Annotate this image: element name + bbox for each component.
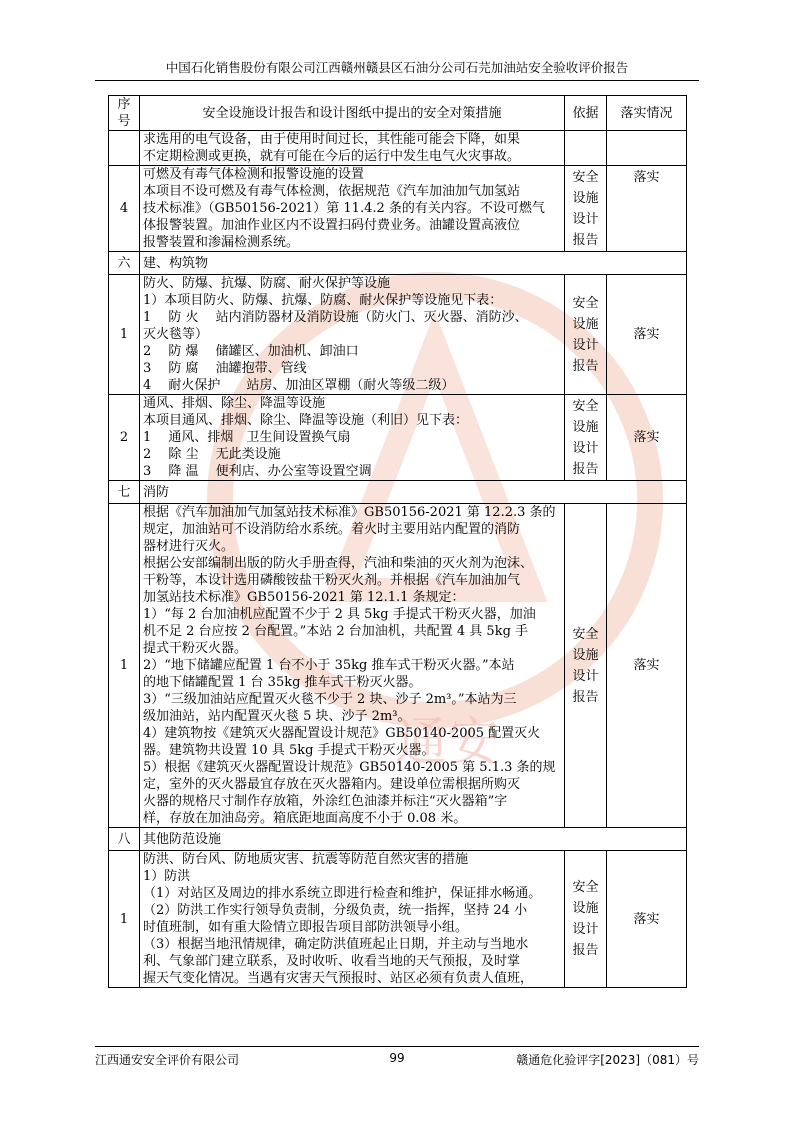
- row-basis: 安全设施设计报告: [572, 398, 599, 477]
- row-status: 落实: [607, 851, 687, 988]
- row-basis: 安全设施设计报告: [572, 295, 599, 374]
- page-header: 中国石化销售股份有限公司江西赣州赣县区石油分公司石芫加油站安全验收评价报告: [95, 58, 699, 81]
- row-number: 1: [109, 504, 140, 828]
- row-number: 1: [109, 851, 140, 988]
- section-title: 其他防范设施: [140, 828, 687, 851]
- section-title: 消防: [140, 481, 687, 504]
- col-header-basis: 依据: [565, 96, 607, 131]
- section-row: [109, 481, 687, 504]
- row-number: 1: [109, 275, 140, 395]
- table-row: [109, 131, 687, 166]
- section-title: 建、构筑物: [140, 252, 687, 275]
- row-description: 防洪、防台风、防地质灾害、抗震等防范自然灾害的措施 1）防洪 （1）对站区及周边的排水系统立即进行检查和维护，保证排水畅通。 （2）防洪工作实行领导负责制，分级负责，统一指挥，坚持 24 小 时值班制，如有重大险情立即报告项目部防洪领导小组。 （3）根据当地汛情规律，确定防洪值班起止日期，并主动与当地水 利、气象部门建立联系，及时收听、收看当地的天气预报，及时掌 握天气变化情况。当遇有灾害天气预报时、站区必须有负责人值班，: [140, 851, 565, 988]
- table-header-row: [109, 96, 687, 131]
- section-row: [109, 828, 687, 851]
- footer-company: 江西通安安全评价有限公司: [95, 1053, 240, 1067]
- row-basis: 安全设施设计报告: [572, 169, 599, 248]
- col-header-status: 落实情况: [607, 96, 687, 131]
- watermark-text: 通安: [395, 713, 500, 773]
- section-row: [109, 252, 687, 275]
- page-footer: [95, 1046, 699, 1067]
- row-description: 通风、排烟、除尘、降温等设施 本项目通风、排烟、除尘、降温等设施（利旧）见下表： 1 通风、排烟 卫生间设置换气扇 2 除 尘 无此类设施 3 降 温 便利店、办公室等设置空调: [140, 395, 565, 481]
- row-number: 4: [109, 166, 140, 252]
- row-basis: 安全设施设计报告: [572, 626, 599, 705]
- row-status: 落实: [607, 275, 687, 395]
- row-description: 防火、防爆、抗爆、防腐、耐火保护等设施 1）本项目防火、防爆、抗爆、防腐、耐火保护等设施见下表： 1 防 火 站内消防器材及消防设施（防火门、灭火器、消防沙、 灭火毯等） 2 防 爆 储罐区、加油机、卸油口 3 防 腐 油罐抱带、管线 4 耐火保护 站房、加油区罩棚（耐火等级二级）: [140, 275, 565, 395]
- footer-page-number: 99: [389, 1051, 405, 1065]
- row-status: 落实: [607, 166, 687, 252]
- table-row: [109, 166, 687, 252]
- row-number: 2: [109, 395, 140, 481]
- row-status: 落实: [607, 395, 687, 481]
- section-number: 六: [109, 252, 140, 275]
- col-header-no: 序号: [109, 96, 140, 131]
- col-header-measures: 安全设施设计报告和设计图纸中提出的安全对策措施: [140, 96, 565, 131]
- measures-table: [108, 95, 687, 988]
- section-number: 八: [109, 828, 140, 851]
- table-row: [109, 395, 687, 481]
- row-description: 可燃及有毒气体检测和报警设施的设置 本项目不设可燃及有毒气体检测，依据规范《汽车加油加气加氢站 技术标准》（GB50156-2021）第 11.4.2 条的有关内容。不设可燃气 体报警装置。加油作业区内不设置扫码付费业务。油罐设置高液位 报警装置和渗漏检测系统。: [140, 166, 565, 252]
- row-description: 根据《汽车加油加气加氢站技术标准》GB50156-2021 第 12.2.3 条的 规定，加油站可不设消防给水系统。着火时主要用站内配置的消防 器材进行灭火。 根据公安部编制出版的防火手册查得，汽油和柴油的灭火剂为泡沫、 干粉等，本设计选用磷酸铵盐干粉灭火剂。并根据《汽车加油加气 加氢站技术标准》GB50156-2021 第 12.1.1 条规定： 1）“每 2 台加油机应配置不少于 2 具 5kg 手提式干粉灭火器，加油 机不足 2 台应按 2 台配置。”本站 2 台加油机，共配置 4 具 5kg 手 提式干粉灭火器。 2）“地下储罐应配置 1 台不小于 35kg 推车式干粉灭火器。”本站 的地下储罐配置 1 台 35kg 推车式干粉灭火器。 3）“三级加油站应配置灭火毯不少于 2 块、沙子 2m³。”本站为三 级加油站，站内配置灭火毯 5 块、沙子 2m³。 4）建筑物按《建筑灭火器配置设计规范》GB50140-2005 配置灭火 器。建筑物共设置 10 具 5kg 手提式干粉灭火器。 5）根据《建筑灭火器配置设计规范》GB50140-2005 第 5.1.3 条的规 定，室外的灭火器最宜存放在灭火器箱内。建设单位需根据所购灭 火器的规格尺寸制作存放箱，外涂红色油漆并标注“灭火器箱”字 样，存放在加油岛旁。箱底距地面高度不小于 0.08 米。: [140, 504, 565, 828]
- row-description: 求选用的电气设备，由于使用时间过长，其性能可能会下降，如果 不定期检测或更换，就有可能在今后的运行中发生电气火灾事故。: [140, 131, 565, 166]
- table-row: [109, 504, 687, 828]
- row-basis: 安全设施设计报告: [572, 880, 599, 958]
- table-row: [109, 851, 687, 988]
- table-row: [109, 275, 687, 395]
- footer-doc-number: 赣通危化验评字[2023]（081）号: [516, 1053, 699, 1067]
- section-number: 七: [109, 481, 140, 504]
- row-status: 落实: [607, 504, 687, 828]
